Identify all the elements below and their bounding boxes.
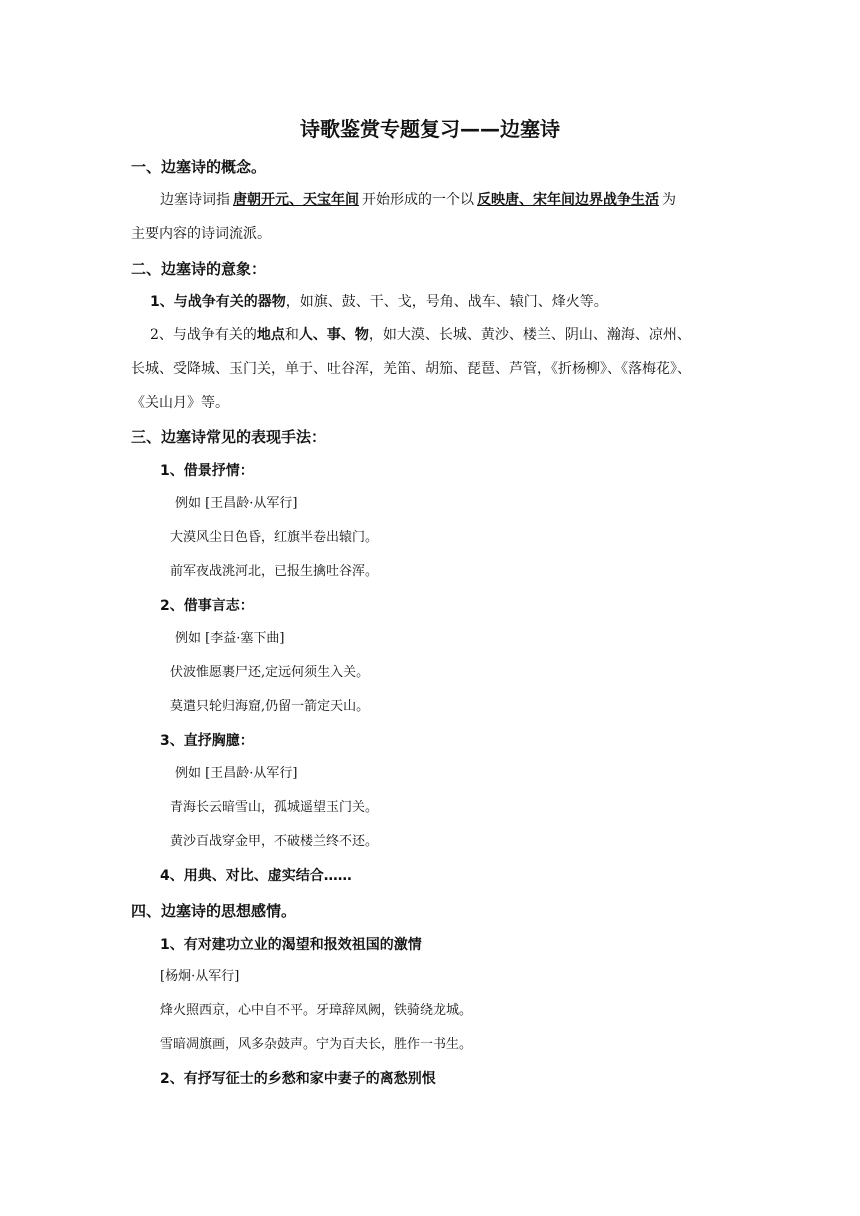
imagery-item-1 — [150, 292, 608, 312]
imagery-item-2 — [150, 325, 691, 345]
technique-2-poem-line1: 伏波惟愿裹尸还,定远何须生入关。 — [170, 665, 370, 680]
technique-3-poem-line2: 黄沙百战穿金甲，不破楼兰终不还。 — [170, 834, 379, 849]
emotion-1-label: 1、有对建功立业的渴望和报效祖国的激情 — [160, 937, 422, 953]
concept-underline-content: 反映唐、宋年间边界战争生活 — [477, 192, 659, 208]
concept-paragraph-line2: 主要内容的诗词流派。 — [131, 226, 271, 242]
technique-3-poem-line1: 青海长云暗雪山，孤城遥望玉门关。 — [170, 800, 379, 815]
emotion-1-poem-line2: 雪暗凋旗画，风多杂鼓声。宁为百夫长，胜作一书生。 — [160, 1037, 473, 1052]
technique-1-example: 例如 [王昌龄·从军行] — [175, 496, 298, 511]
section-heading-imagery: 二、边塞诗的意象： — [131, 260, 267, 278]
concept-underline-era: 唐朝开元、天宝年间 — [233, 192, 359, 208]
technique-2-example: 例如 [李益·塞下曲] — [175, 631, 285, 646]
imagery-item-2-and: 和 — [284, 327, 299, 343]
section-heading-techniques: 三、边塞诗常见的表现手法： — [131, 428, 327, 446]
imagery-item-1-text: ，如旗、鼓、干、戈，号角、战车、辕门、烽火等。 — [285, 294, 608, 310]
concept-paragraph-line1 — [160, 190, 676, 210]
emotion-1-poem-line1: 烽火照西京，心中自不平。牙璋辞凤阙，铁骑绕龙城。 — [160, 1003, 473, 1018]
imagery-item-2-line2: 长城、受降城、玉门关，单于、吐谷浑，羌笛、胡笳、琵琶、芦管，《折杨柳》、《落梅花》、 — [131, 361, 691, 377]
section-heading-concept: 一、边塞诗的概念。 — [131, 158, 267, 176]
imagery-item-2-line3: 《关山月》等。 — [131, 395, 229, 411]
imagery-item-2-bold-things: 人、事、物 — [298, 327, 369, 343]
technique-3-example: 例如 [王昌龄·从军行] — [175, 766, 298, 781]
imagery-item-2-bold-places: 地点 — [256, 327, 285, 343]
technique-1-poem-line2: 前军夜战洮河北，已报生擒吐谷浑。 — [170, 564, 379, 579]
concept-text-a: 边塞诗词指 — [160, 192, 230, 208]
technique-3-label: 3、直抒胸臆： — [160, 733, 254, 749]
imagery-item-2-text-rest: ，如大漠、长城、黄沙、楼兰、阴山、瀚海、凉州、 — [368, 327, 691, 343]
concept-text-b: 开始形成的一个以 — [362, 192, 474, 208]
technique-1-label: 1、借景抒情： — [160, 463, 254, 479]
imagery-item-1-bold: 1、与战争有关的器物 — [150, 294, 286, 310]
imagery-item-2-text-a: 2、与战争有关的 — [150, 327, 257, 343]
section-heading-emotions: 四、边塞诗的思想感情。 — [131, 902, 297, 920]
emotion-2-label: 2、有抒写征士的乡愁和家中妻子的离愁别恨 — [160, 1071, 436, 1087]
emotion-1-source: [杨炯·从军行] — [160, 969, 240, 984]
concept-text-c: 为 — [662, 192, 676, 208]
technique-2-poem-line2: 莫遣只轮归海窟,仍留一箭定天山。 — [170, 699, 370, 714]
technique-2-label: 2、借事言志： — [160, 598, 254, 614]
page-title: 诗歌鉴赏专题复习——边塞诗 — [300, 117, 560, 141]
technique-4-label: 4、用典、对比、虚实结合…… — [160, 868, 352, 884]
technique-1-poem-line1: 大漠风尘日色昏，红旗半卷出辕门。 — [170, 530, 379, 545]
